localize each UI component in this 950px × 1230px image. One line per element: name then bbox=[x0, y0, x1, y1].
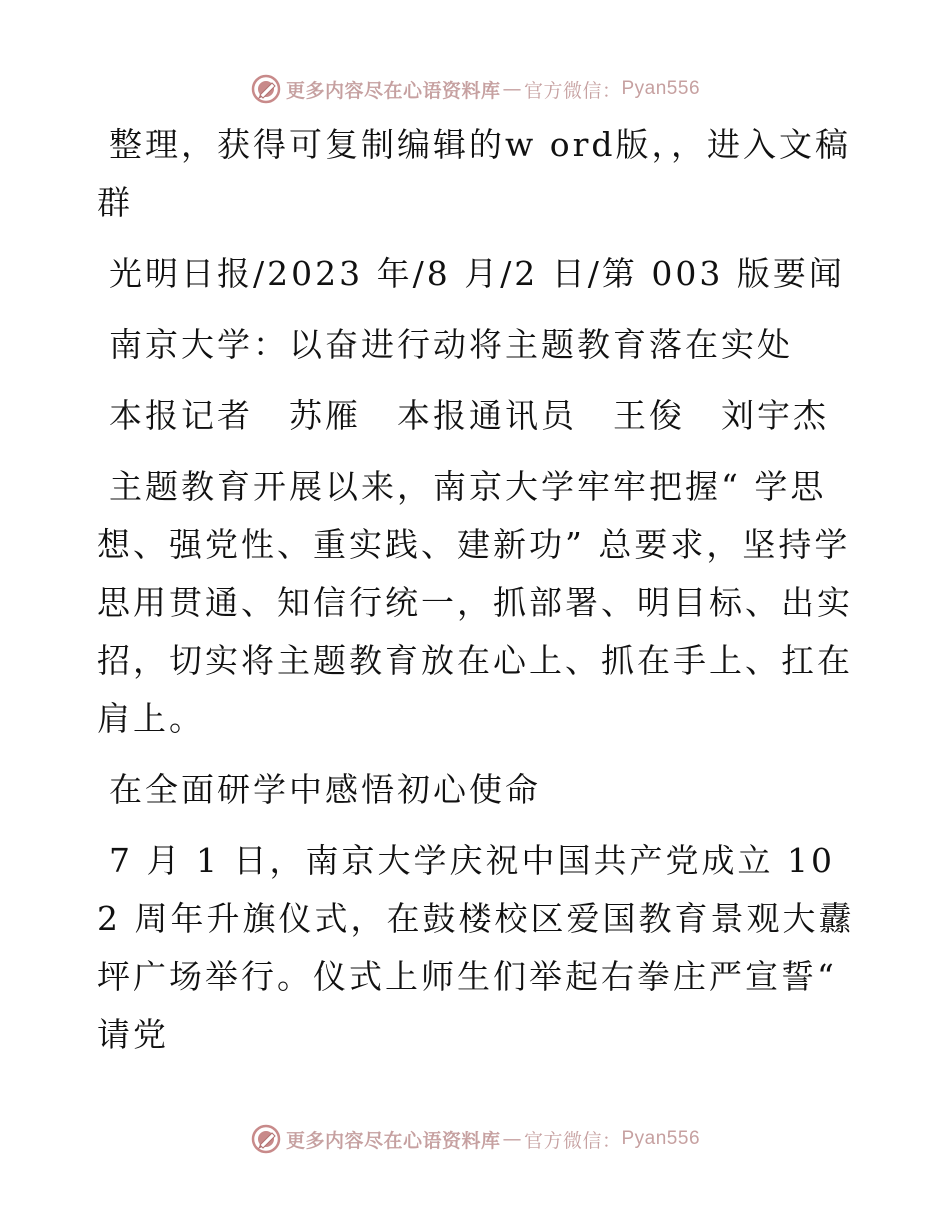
paragraph-body: 主题教育开展以来，南京大学牢牢把握“ 学思想、强党性、重实践、建新功” 总要求，坚持学思用贯通、知信行统一，抓部署、明目标、出实招，切实将主题教育放在心上、抓在手上、扛在肩上。 bbox=[97, 467, 853, 738]
watermark-id: Pyan556 bbox=[621, 1128, 701, 1149]
document-body bbox=[97, 116, 857, 1077]
pen-circle-icon bbox=[250, 1123, 282, 1155]
paragraph-body: 7 月 1 日，南京大学庆祝中国共产党成立 102 周年升旗仪式，在鼓楼校区爱国教育景观大纛坪广场举行。仪式上师生们举起右拳庄严宣誓“ 请党 bbox=[97, 841, 855, 1054]
article-title: 南京大学：以奋进行动将主题教育落在实处 bbox=[109, 325, 793, 364]
watermark-dash: — bbox=[502, 1128, 522, 1150]
watermark-site-text: 更多内容尽在心语资料库 bbox=[285, 1129, 501, 1152]
watermark-label: 官方微信： bbox=[523, 79, 622, 102]
section-heading: 在全面研学中感悟初心使命 bbox=[109, 770, 541, 809]
header-watermark bbox=[0, 72, 950, 106]
paragraph-source: 光明日报/2023 年/8 月/2 日/第 003 版要闻 bbox=[109, 254, 845, 293]
watermark-dash: — bbox=[502, 78, 522, 100]
pen-circle-icon bbox=[250, 73, 282, 105]
watermark-label: 官方微信： bbox=[523, 1129, 622, 1152]
paragraph-intro: 整理，获得可复制编辑的w ord版，，进入文稿群 bbox=[97, 125, 852, 222]
footer-watermark bbox=[0, 1122, 950, 1156]
article-byline: 本报记者 苏雁 本报通讯员 王俊 刘宇杰 bbox=[109, 396, 829, 435]
watermark-id: Pyan556 bbox=[621, 78, 701, 99]
watermark-site-text: 更多内容尽在心语资料库 bbox=[285, 79, 501, 102]
